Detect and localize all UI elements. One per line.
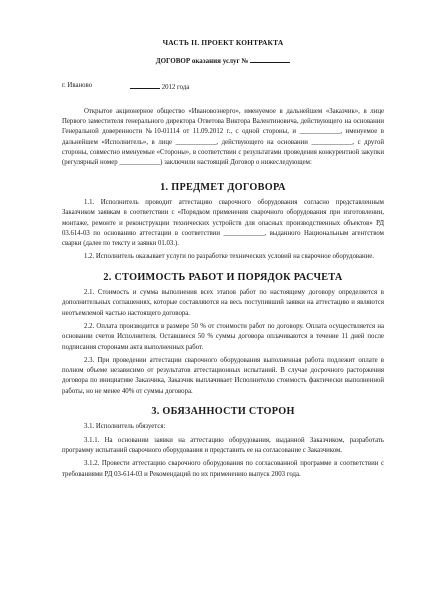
date-blank [130, 81, 160, 89]
part-title: ЧАСТЬ II. ПРОЕКТ КОНТРАКТА [162, 38, 284, 47]
section-heading: 2. СТОИМОСТЬ РАБОТ И ПОРЯДОК РАСЧЕТА [103, 271, 343, 283]
contract-title [62, 55, 384, 66]
clause-3-1-1: 3.1.1. На основании заявки на аттестацию оборудования, выданной Заказчиком, разработать программу испытаний сварочного оборудования и представить ее на согласование с Заказчиком. [62, 436, 384, 454]
year: 2012 года [161, 83, 190, 91]
city: г. Иваново [62, 81, 93, 89]
clause-1-2: 1.2. Исполнитель оказывает услуги по разработке технических условий на сварочное оборудование. [84, 253, 374, 261]
contract-number-blank [250, 55, 290, 63]
preamble: Открытое акционерное общество «Ивановоэнерго», именуемое в дальнейшем «Заказчик», в лице Первого заместителя генерального директора Ответова Виктора Валентиновича, действующего на основании Генеральной доверенности №10-01114 от 11.09.2012 г., с одной стороны, и ____________, именуемое в дальнейшем «Исполнитель», в лице ____________, действующего на основании ____________, с другой стороны, совместно именуемые «Стороны», в соответствии с результатами проведения конкурентной закупки (регулярный номер ____________) заключили настоящий Договор о нижеследующем: [62, 107, 384, 167]
clause-2-1: 2.1. Стоимость и сумма выполнения всех этапов работ по настоящему договору определяется в дополнительных соглашениях, которые составляются на весь поступивший заявки на аттестацию и являются неотъемлемой частью настоящего договора. [62, 289, 384, 317]
section-heading: 3. ОБЯЗАННОСТИ СТОРОН [151, 406, 295, 418]
clause-2-3: 2.3. При проведении аттестации сварочного оборудования выполненная работа подлежит оплате в полном объеме независимо от результатов аттестационных испытаний. В случае досрочного расторжения договора по инициативе Заказчика, Заказчик выплачивает Исполнителю стоимость фактически выполненной работы, но не менее 40% от суммы договора. [62, 356, 384, 395]
clause-1-1: 1.1. Исполнитель проводит аттестацию сварочного оборудования согласно представленным Заказчиком заявкам в соответствии с «Порядком применения сварочного оборудования при изготовлении, монтаже, ремонте и реконструкции технических устройств для опасных производственных объектов» РД 03.614-03 по основанию аттестации в соответствии ____________, выданного Национальным агентством сварки (далее по тексту и заявки 01.03.). [62, 198, 384, 248]
clause-3-1: 3.1. Исполнитель обязуется: [84, 423, 166, 431]
contract-title-text: ДОГОВОР оказания услуг № [155, 57, 249, 66]
place-date-row [62, 81, 384, 93]
date-line [130, 81, 189, 93]
clause-2-2: 2.2. Оплата производится в размере 50 % от стоимости работ по договору. Оплата осуществляется на основании счетов Исполнителя. Оставшиеся 50 % суммы договора оплачиваются в течение 11 дней после подписания сторонами акта выполненных работ. [62, 322, 384, 351]
clause-3-1-2: 3.1.2. Провести аттестацию сварочного оборудования по согласованной программе в соответствии с требованиями РД 03-614-03 и Рекомендаций по их применению выпуск 2003 года. [62, 460, 384, 478]
section-heading: 1. ПРЕДМЕТ ДОГОВОРА [160, 181, 286, 193]
